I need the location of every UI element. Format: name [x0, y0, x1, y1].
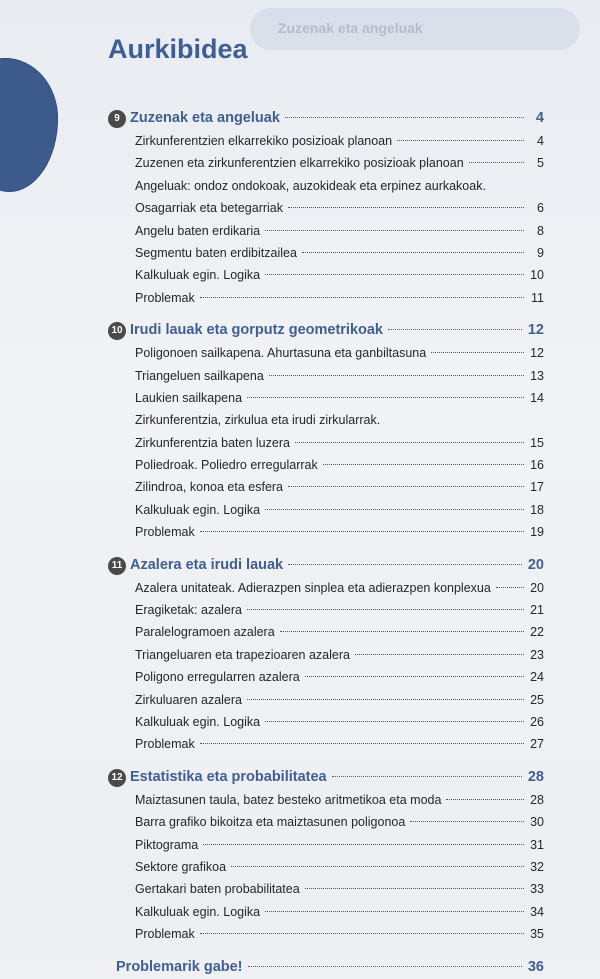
toc-entry-label: Problemak: [135, 525, 195, 540]
page-number: 16: [530, 458, 544, 473]
page-number: 30: [530, 815, 544, 830]
dot-leader: [265, 911, 524, 912]
dot-leader: [305, 888, 524, 889]
unit-heading-label: [108, 553, 283, 577]
toc-entry[interactable]: [108, 342, 544, 364]
page-number: 34: [530, 904, 544, 919]
page-number: 24: [530, 670, 544, 685]
toc-entry-label: Triangeluen sailkapena: [135, 368, 264, 383]
unit-heading-label: [108, 318, 383, 342]
toc-entry-label: Poligono erregularren azalera: [135, 670, 300, 685]
page-number: 9: [537, 245, 544, 260]
toc-entry[interactable]: [108, 409, 544, 431]
toc-entry[interactable]: [108, 878, 544, 900]
dot-leader: [288, 564, 522, 565]
page-number: 31: [530, 837, 544, 852]
dot-leader: [305, 676, 524, 677]
toc-entry[interactable]: [108, 666, 544, 688]
toc-entry-label: Angeluak: ondoz ondokoak, auzokideak eta erpinez aurkakoak.: [135, 178, 486, 193]
page-number: 12: [527, 322, 544, 339]
page-number: 21: [530, 603, 544, 618]
page-number: 13: [530, 368, 544, 383]
toc-entry-label: Zirkuluaren azalera: [135, 692, 242, 707]
dot-leader: [247, 609, 524, 610]
toc-entry-label: Osagarriak eta betegarriak: [135, 201, 283, 216]
page-number: 5: [537, 156, 544, 171]
final-entry-label: Problemarik gabe!: [116, 958, 243, 975]
page-number: 20: [530, 580, 544, 595]
toc-entry-label: Kalkuluak egin. Logika: [135, 502, 261, 517]
table-of-contents: [108, 106, 544, 979]
toc-entry-label: Kalkuluak egin. Logika: [135, 714, 261, 729]
page-number: 6: [537, 201, 544, 216]
dot-leader: [247, 397, 524, 398]
page-number: 22: [530, 625, 544, 640]
toc-entry-label: Problemak: [135, 290, 195, 305]
toc-entry-label: Angelu baten erdikaria: [135, 223, 261, 238]
toc-entry[interactable]: [108, 130, 544, 152]
unit-title: Zuzenak eta angeluak: [130, 110, 280, 126]
page-number: 4: [535, 110, 544, 126]
page-number: 10: [530, 268, 544, 283]
dot-leader: [269, 375, 524, 376]
unit-title: Irudi lauak eta gorputz geometrikoak: [130, 322, 383, 339]
toc-entry[interactable]: [108, 499, 544, 521]
dot-leader: [265, 230, 524, 231]
unit-heading-label: [108, 765, 327, 789]
toc-entry[interactable]: [108, 923, 544, 945]
toc-entry[interactable]: [108, 175, 544, 197]
toc-entry-label: Zirkunferentzia, zirkulua eta irudi zirkularrak.: [135, 413, 381, 428]
dot-leader: [410, 821, 524, 822]
toc-entry[interactable]: [108, 811, 544, 833]
dot-leader: [247, 699, 524, 700]
page-number: 33: [530, 882, 544, 897]
unit-title: Azalera eta irudi lauak: [130, 556, 284, 573]
page-number: 19: [530, 525, 544, 540]
page-number: 32: [530, 859, 544, 874]
toc-entry-label: Barra grafiko bikoitza eta maiztasunen poligonoa: [135, 815, 406, 830]
toc-entry-label: Poliedroak. Poliedro erregularrak: [135, 458, 318, 473]
toc-entry-label: Azalera unitateak. Adierazpen sinplea eta adierazpen konplexua: [135, 580, 491, 595]
page-number: 8: [537, 223, 544, 238]
show-through-header: [250, 8, 580, 50]
dot-leader: [200, 531, 524, 532]
dot-leader: [200, 297, 524, 298]
dot-leader: [446, 799, 524, 800]
toc-entry-label: Eragiketak: azalera: [135, 603, 243, 618]
dot-leader: [496, 587, 524, 588]
toc-entry-label: Segmentu baten erdibitzailea: [135, 245, 297, 260]
toc-entry[interactable]: [108, 521, 544, 543]
page-number: 15: [530, 435, 544, 450]
dot-leader: [265, 509, 524, 510]
toc-entry-label: Laukien sailkapena: [135, 390, 243, 405]
unit-title: Estatistika eta probabilitatea: [130, 768, 327, 785]
page-number: 23: [530, 647, 544, 662]
page-number: 12: [530, 346, 544, 361]
dot-leader: [265, 274, 524, 275]
unit-heading[interactable]: [108, 553, 544, 577]
toc-entry[interactable]: [108, 901, 544, 923]
unit-heading[interactable]: [108, 106, 544, 130]
toc-entry[interactable]: [108, 387, 544, 409]
toc-entry[interactable]: [108, 689, 544, 711]
page-number: 17: [530, 480, 544, 495]
dot-leader: [203, 844, 524, 845]
toc-entry[interactable]: [108, 644, 544, 666]
page-number: 26: [530, 714, 544, 729]
toc-entry[interactable]: [108, 197, 544, 219]
dot-leader: [288, 207, 524, 208]
dot-leader: [323, 464, 524, 465]
toc-entry-label: Triangeluaren eta trapezioaren azalera: [135, 647, 350, 662]
toc-entry-label: Zilindroa, konoa eta esfera: [135, 480, 284, 495]
dot-leader: [265, 721, 524, 722]
toc-entry[interactable]: [108, 287, 544, 309]
unit-number-icon: 9: [108, 110, 126, 128]
toc-entry[interactable]: [108, 432, 544, 454]
toc-entry[interactable]: [108, 834, 544, 856]
toc-entry[interactable]: [108, 242, 544, 264]
page-number: 36: [527, 958, 544, 975]
page-number: 25: [530, 692, 544, 707]
toc-entry-label: Zirkunferentzien elkarrekiko posizioak planoan: [135, 134, 393, 148]
toc-entry-label: Zuzenen eta zirkunferentzien elkarrekiko posizioak planoan: [135, 156, 464, 171]
unit-number-icon: 11: [108, 557, 126, 575]
toc-entry-label: Kalkuluak egin. Logika: [135, 268, 261, 283]
toc-entry[interactable]: [108, 621, 544, 643]
dot-leader: [332, 776, 522, 777]
dot-leader: [200, 743, 524, 744]
toc-entry-label: Kalkuluak egin. Logika: [135, 904, 261, 919]
toc-entry-label: Problemak: [135, 737, 195, 752]
toc-entry[interactable]: [108, 264, 544, 286]
toc-entry-label: Maiztasunen taula, batez besteko aritmetikoa eta moda: [135, 792, 442, 807]
toc-entry-label: Gertakari baten probabilitatea: [135, 882, 300, 897]
toc-entry-label: Poligonoen sailkapena. Ahurtasuna eta ganbiltasuna: [135, 346, 427, 361]
dot-leader: [295, 442, 524, 443]
toc-entry-label: Zirkunferentzia baten luzera: [135, 435, 290, 450]
toc-entry[interactable]: [108, 789, 544, 811]
page-number: 20: [527, 556, 544, 573]
dot-leader: [288, 486, 524, 487]
unit-heading[interactable]: [108, 318, 544, 342]
toc-section: [108, 318, 544, 544]
toc-entry[interactable]: [108, 599, 544, 621]
toc-entry-label: Problemak: [135, 927, 195, 942]
toc-entry-label: Sektore grafikoa: [135, 859, 227, 874]
dot-leader: [200, 933, 524, 934]
toc-entry-label: Piktograma: [135, 837, 199, 852]
toc-entry[interactable]: [108, 476, 544, 498]
toc-entry[interactable]: [108, 733, 544, 755]
page-number: 35: [530, 927, 544, 942]
dot-leader: [397, 140, 524, 141]
unit-number-icon: 12: [108, 769, 126, 787]
toc-entry[interactable]: [108, 365, 544, 387]
page-number: 28: [527, 768, 544, 785]
toc-section: [108, 765, 544, 946]
unit-heading-label: [108, 106, 280, 130]
toc-entry[interactable]: [108, 220, 544, 242]
dot-leader: [280, 631, 524, 632]
dot-leader: [431, 352, 524, 353]
toc-entry[interactable]: [108, 152, 544, 174]
page-number: 27: [530, 737, 544, 752]
toc-entry[interactable]: [108, 711, 544, 733]
page-title: Aurkibidea: [108, 34, 248, 64]
toc-entry[interactable]: [108, 856, 544, 878]
page-number: 11: [531, 290, 544, 305]
dot-leader: [248, 966, 522, 967]
dot-leader: [231, 866, 524, 867]
show-through-header-text: Zuzenak eta angeluak: [278, 20, 423, 36]
page-number: 28: [530, 792, 544, 807]
dot-leader: [355, 654, 524, 655]
final-entry[interactable]: [108, 955, 544, 979]
page-number: 14: [530, 390, 544, 405]
dot-leader: [388, 329, 522, 330]
unit-heading[interactable]: [108, 765, 544, 789]
dot-leader: [285, 117, 524, 118]
unit-number-icon: 10: [108, 322, 126, 340]
toc-section: [108, 106, 544, 309]
page-number: 18: [530, 502, 544, 517]
toc-entry-label: Paralelogramoen azalera: [135, 625, 275, 640]
toc-section: [108, 553, 544, 756]
dot-leader: [469, 162, 524, 163]
toc-entry[interactable]: [108, 577, 544, 599]
page-number: 4: [537, 134, 544, 148]
toc-entry[interactable]: [108, 454, 544, 476]
dot-leader: [302, 252, 524, 253]
